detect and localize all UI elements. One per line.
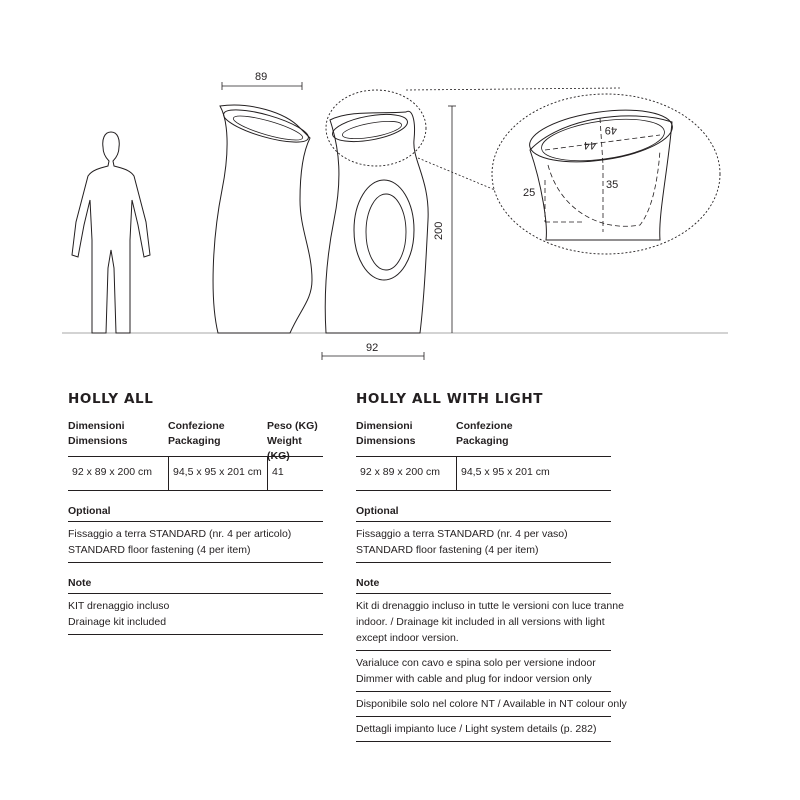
spec-table-header <box>356 418 611 457</box>
header-packaging-en: Packaging <box>456 435 509 447</box>
spec-table-row <box>68 457 323 491</box>
note-entry <box>356 692 627 717</box>
value-packaging: 94,5 x 95 x 201 cm <box>456 457 555 490</box>
detail-callout-small <box>326 90 426 166</box>
detail-dim-c: 35 <box>606 179 619 191</box>
holly-all-section <box>68 390 323 635</box>
note-line: Disponibile solo nel colore NT / Available in NT colour only <box>356 698 627 710</box>
header-weight-en: Weight (KG) <box>267 435 302 462</box>
note-entry <box>68 594 323 635</box>
optional-line: Fissaggio a terra STANDARD (nr. 4 per articolo) <box>68 528 292 540</box>
section-title: HOLLY ALL WITH LIGHT <box>356 391 544 407</box>
header-dimensions-en: Dimensions <box>68 435 128 447</box>
note-line: Dimmer with cable and plug for indoor version only <box>356 673 592 685</box>
detail-dim-b: 44 <box>583 139 596 151</box>
pot-front-opening <box>330 110 409 147</box>
value-dimensions: 92 x 89 x 200 cm <box>360 466 440 478</box>
note-entry <box>356 651 611 692</box>
note-line: KIT drenaggio incluso <box>68 600 170 612</box>
spec-table-header <box>68 418 323 462</box>
optional-line: STANDARD floor fastening (4 per item) <box>356 544 539 556</box>
header-packaging-it: Confezione <box>168 420 225 432</box>
optional-entry <box>356 522 611 563</box>
header-packaging-it: Confezione <box>456 420 513 432</box>
header-packaging-en: Packaging <box>168 435 221 447</box>
note-line: Varialuce con cavo e spina solo per versione indoor <box>356 657 596 669</box>
optional-title: Optional <box>68 501 323 522</box>
optional-entry <box>68 522 323 563</box>
note-line: Kit di drenaggio incluso in tutte le versioni con luce tranne <box>356 600 624 612</box>
pot-light-window <box>354 180 414 280</box>
detail-dim-a: 49 <box>604 124 617 136</box>
technical-drawing <box>0 0 800 370</box>
detail-callout-large <box>492 94 720 254</box>
optional-line: Fissaggio a terra STANDARD (nr. 4 per vaso) <box>356 528 568 540</box>
note-title: Note <box>356 573 611 594</box>
dim-width-top: 89 <box>255 71 268 83</box>
note-line: Dettagli impianto luce / Light system details (p. 282) <box>356 723 597 735</box>
spec-table-row <box>356 457 611 491</box>
value-packaging: 94,5 x 95 x 201 cm <box>168 457 267 490</box>
note-title: Note <box>68 573 323 594</box>
header-weight-it: Peso (KG) <box>267 420 318 432</box>
pot-front-view <box>325 111 428 333</box>
optional-title: Optional <box>356 501 611 522</box>
value-weight: 41 <box>267 457 323 490</box>
header-dimensions-it: Dimensioni <box>68 420 125 432</box>
note-entry <box>356 594 624 651</box>
note-line: except indoor version. <box>356 632 459 644</box>
dim-width-bottom: 92 <box>366 342 379 354</box>
note-line: indoor. / Drainage kit included in all versions with light <box>356 616 605 628</box>
header-dimensions-en: Dimensions <box>356 435 416 447</box>
value-dimensions: 92 x 89 x 200 cm <box>72 466 152 478</box>
note-entry <box>356 717 611 742</box>
note-line: Drainage kit included <box>68 616 167 628</box>
pot-side-view <box>213 105 312 333</box>
optional-line: STANDARD floor fastening (4 per item) <box>68 544 251 556</box>
holly-all-with-light-section <box>356 390 627 742</box>
human-silhouette <box>72 132 150 333</box>
detail-dim-d: 25 <box>523 187 536 199</box>
section-title: HOLLY ALL <box>68 391 154 407</box>
header-dimensions-it: Dimensioni <box>356 420 413 432</box>
dim-height: 200 <box>433 221 445 240</box>
